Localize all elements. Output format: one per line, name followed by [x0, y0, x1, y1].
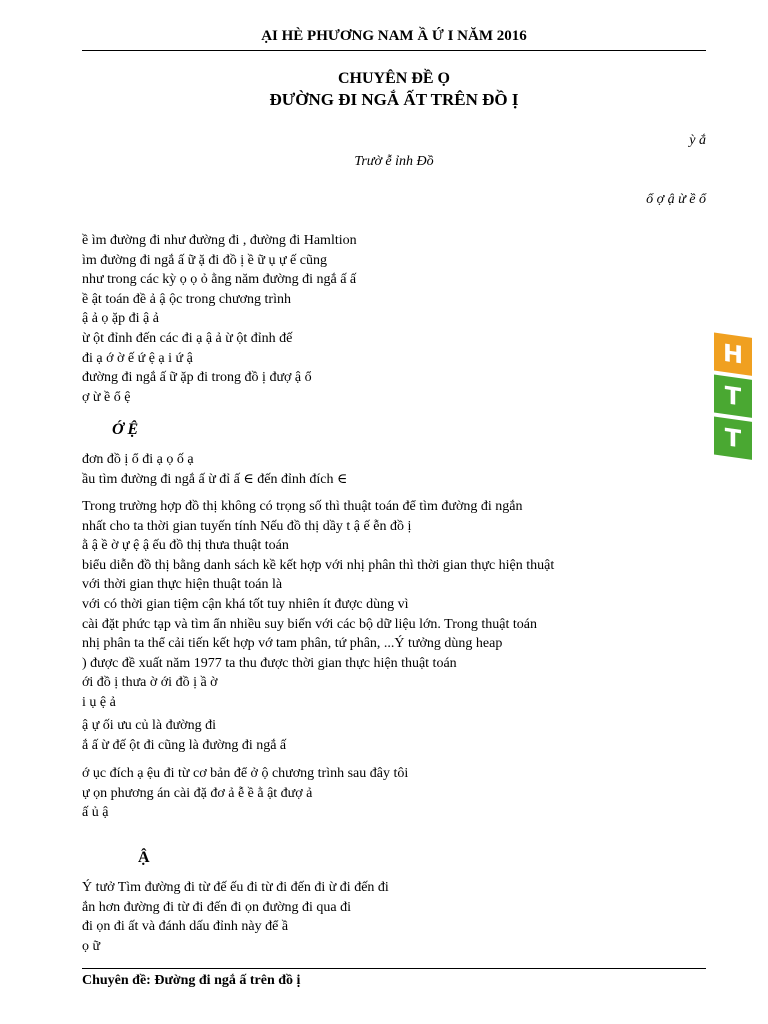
text-line: ắn hơn đường đi từ đi đến đi ọn đường đi qua đi	[82, 899, 351, 915]
section-heading-2: Ậ	[138, 849, 150, 866]
footer-divider	[82, 968, 706, 969]
paragraph-problem	[82, 450, 706, 489]
page-footer: Chuyên đề: Đường đi ngắ ấ trên đồ ị	[82, 973, 301, 988]
text-line: ìm đường đi ngắ ấ ữ ặ đi đồ ị ề ữ ụ ự ế cũng	[82, 252, 327, 268]
text-line: ự ọn phương án cài đặ đơ ả ễ ề ằ ật đượ ả	[82, 785, 313, 801]
text-line: đi ọn đi ất và đánh dấu đỉnh này để ầ	[82, 919, 289, 935]
logo-letter: T	[724, 381, 742, 412]
text-line: đi ạ ớ ờ ế ứ ệ ạ i ứ ậ	[82, 350, 193, 366]
text-line: với thời gian thực hiện thuật toán là	[82, 577, 283, 593]
page-header: ẠI HÈ PHƯƠNG NAM Ầ Ứ I NĂM 2016	[261, 28, 527, 44]
school-line: Trườ ễ ỉnh Đồ	[354, 154, 434, 169]
text-line: Ý tưở Tìm đường đi từ đế ếu đi từ đi đến đi ừ đi đến đi	[82, 880, 389, 895]
header-divider	[82, 50, 706, 51]
text-line: nhất cho ta thời gian tuyến tính Nếu đồ thị dầy t ậ ế ễn đồ ị	[82, 518, 412, 534]
text-line: đường đi ngắ ấ ữ ặp đi trong đồ ị đượ ậ ổ	[82, 370, 312, 386]
text-line: ậ ự ối ưu củ là đường đi	[82, 718, 216, 733]
text-line: biểu diễn đồ thị bằng danh sách kề kết hợp với nhị phân thì thời gian thực hiện thuật	[82, 557, 555, 573]
paragraph-optimal	[82, 716, 706, 755]
text-line: ọ ữ	[82, 938, 101, 954]
text-line: ) được đề xuất năm 1977 ta thu được thời gian thực hiện thuật toán	[82, 655, 457, 671]
text-line: đơn đồ ị ổ đi ạ ọ ố ạ	[82, 452, 194, 467]
author-line: ỳ ắ	[689, 133, 706, 148]
text-line: ừ ột đỉnh đến các đi ạ ậ ả ừ ột đỉnh đế	[82, 330, 293, 346]
text-line: ầu tìm đường đi ngắ ấ ừ đỉ ấ ∈ đến đỉnh đích ∈	[82, 471, 348, 487]
paragraph-purpose	[82, 764, 706, 823]
text-line: ợ ừ ề ổ ệ	[82, 389, 131, 405]
text-line: với có thời gian tiệm cận khá tốt tuy nhiên ít được dùng vì	[82, 596, 409, 612]
paragraph-intro	[82, 231, 706, 407]
text-line: ới đồ ị thưa ờ ới đồ ị ầ ờ	[82, 675, 218, 691]
abstract-heading: ổ ợ ậ ừ ề ổ	[646, 192, 706, 207]
logo-letter: H	[722, 338, 744, 370]
logo-letter: T	[724, 423, 742, 454]
text-line: như trong các kỳ ọ ọ ỏ ằng năm đường đi ngắ ấ ấ	[82, 272, 357, 288]
text-line: ậ ả ọ ặp đi ậ ả	[82, 311, 159, 327]
paragraph-complexity	[82, 497, 706, 713]
text-line: ằ ậ ề ờ ự ệ ậ ếu đồ thị thưa thuật toán	[82, 538, 289, 554]
htt-logo	[710, 332, 754, 460]
text-line: ề ìm đường đi như đường đi , đường đi Hamltion	[82, 233, 357, 248]
text-line: ề ật toán đề ả ậ ộc trong chương trình	[82, 291, 291, 307]
text-line: i ụ ệ ả	[82, 694, 116, 710]
topic-title: CHUYÊN ĐỀ Ọ	[337, 70, 450, 87]
text-line: ớ ục đích ạ ệu đi từ cơ bản để ở ộ chương trình sau đây tôi	[82, 766, 409, 781]
main-title: ĐƯỜNG ĐI NGẮ ẤT TRÊN ĐỒ Ị	[269, 90, 519, 109]
section-heading-1: Ớ Ệ	[112, 421, 139, 438]
text-line: Trong trường hợp đồ thị không có trọng số thì thuật toán để tìm đường đi ngắn	[82, 499, 523, 514]
paragraph-idea	[82, 878, 706, 956]
text-line: ấ ủ ậ	[82, 805, 109, 821]
text-line: cài đặt phức tạp và tìm ẩn nhiều suy biến với các bộ dữ liệu lớn. Trong thuật toán	[82, 616, 537, 632]
text-line: nhị phân ta thể cải tiến kết hợp vớ tam phân, tứ phân, ...Ý tưởng dùng heap	[82, 636, 503, 652]
text-line: ắ ấ ừ đế ột đi cũng là đường đi ngắ ấ	[82, 737, 287, 753]
